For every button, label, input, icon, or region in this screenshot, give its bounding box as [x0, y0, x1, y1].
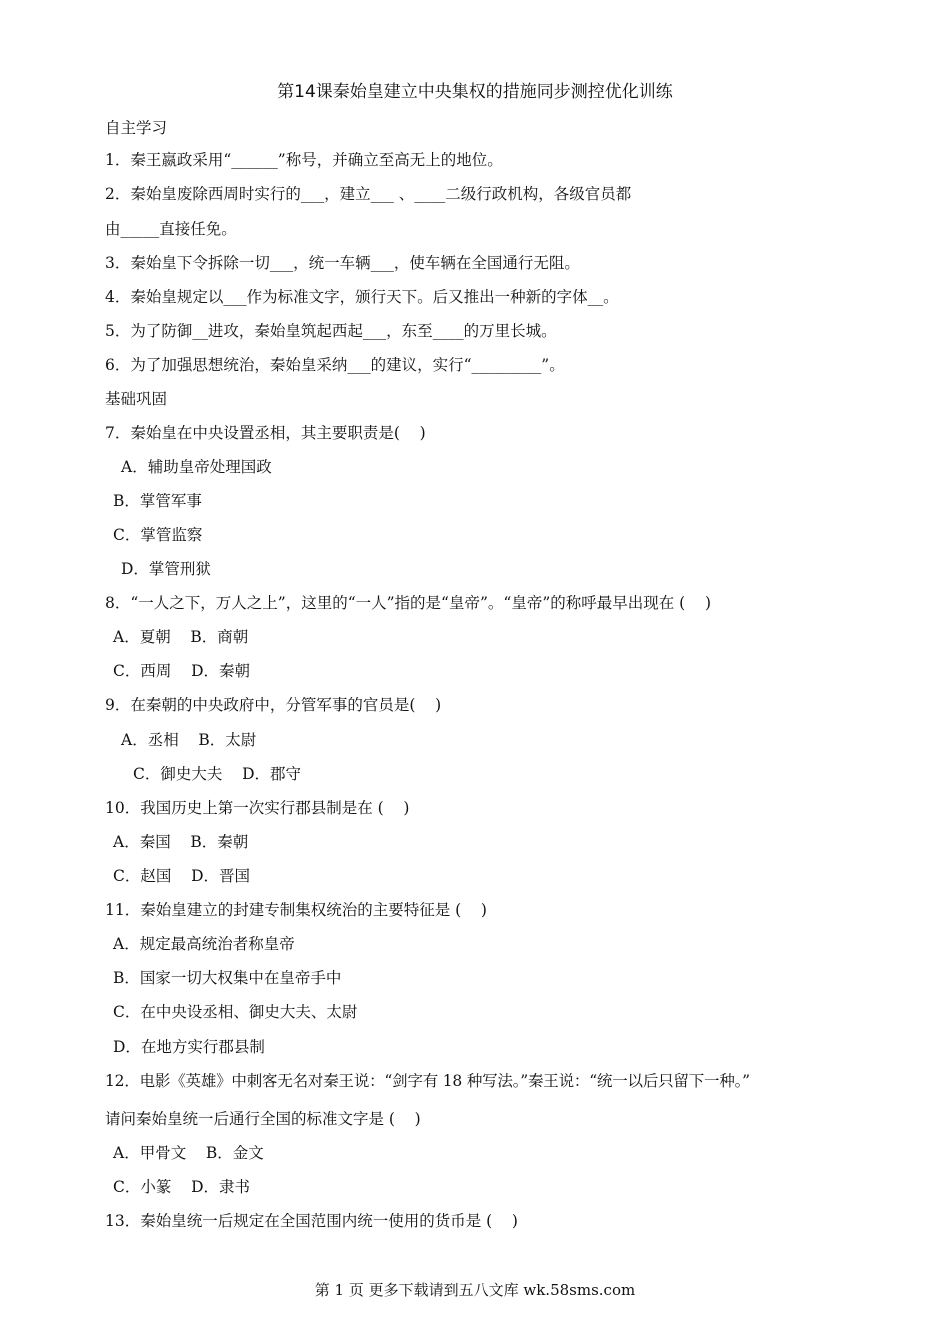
option-11c: C．在中央设丞相、御史大夫、太尉 [113, 1003, 358, 1021]
option-11b: B．国家一切大权集中在皇帝手中 [113, 969, 342, 987]
question-2-continued: 由_____直接任免。 [105, 220, 237, 238]
options-8cd: C．西周 D．秦朝 [113, 662, 250, 680]
option-11d: D．在地方实行郡县制 [113, 1038, 265, 1056]
options-9ab: A．丞相 B．太尉 [121, 731, 257, 749]
option-7d: D．掌管刑狱 [121, 560, 211, 578]
question-12-continued: 请问秦始皇统一后通行全国的标准文字是 ( ) [105, 1110, 421, 1128]
option-7c: C．掌管监察 [113, 526, 203, 544]
options-10cd: C．赵国 D．晋国 [113, 867, 250, 885]
page-footer: 第 1 页 更多下载请到五八文库 wk.58sms.com [314, 1281, 636, 1299]
options-12cd: C．小篆 D．隶书 [113, 1178, 250, 1196]
question-6: 6．为了加强思想统治，秦始皇采纳___的建议，实行“_________”。 [105, 356, 565, 374]
page-title: 第14课秦始皇建立中央集权的措施同步测控优化训练 [277, 82, 673, 102]
question-4: 4．秦始皇规定以___作为标准文字，颁行天下。后又推出一种新的字体__。 [105, 288, 619, 306]
section-heading-self-study: 自主学习 [105, 119, 168, 137]
question-11: 11．秦始皇建立的封建专制集权统治的主要特征是 ( ) [105, 901, 487, 919]
question-3: 3．秦始皇下令拆除一切___，统一车辆___，使车辆在全国通行无阻。 [105, 254, 580, 272]
question-9: 9．在秦朝的中央政府中，分管军事的官员是( ) [105, 696, 442, 714]
question-7: 7．秦始皇在中央设置丞相，其主要职责是( ) [105, 424, 426, 442]
question-1: 1．秦王嬴政采用“______”称号，并确立至高无上的地位。 [105, 151, 503, 169]
question-2: 2．秦始皇废除西周时实行的___，建立___ 、____二级行政机构，各级官员都 [105, 185, 632, 203]
question-8: 8．“一人之下，万人之上”，这里的“一人”指的是“皇帝”。“皇帝”的称呼最早出现在 ( ) [105, 594, 711, 612]
options-9cd: C．御史大夫 D．郡守 [133, 765, 301, 783]
question-5: 5．为了防御__进攻，秦始皇筑起西起___，东至____的万里长城。 [105, 322, 557, 340]
question-13: 13．秦始皇统一后规定在全国范围内统一使用的货币是 ( ) [105, 1212, 518, 1230]
option-11a: A．规定最高统治者称皇帝 [113, 935, 295, 953]
options-10ab: A．秦国 B．秦朝 [113, 833, 249, 851]
option-7b: B．掌管军事 [113, 492, 202, 510]
question-12: 12．电影《英雄》中刺客无名对秦王说：“剑字有 18 种写法。”秦王说：“统一以后只留下一种。” [105, 1072, 750, 1090]
options-12ab: A．甲骨文 B．金文 [113, 1144, 264, 1162]
question-10: 10．我国历史上第一次实行郡县制是在 ( ) [105, 799, 410, 817]
option-7a: A．辅助皇帝处理国政 [121, 458, 272, 476]
section-heading-basic: 基础巩固 [105, 390, 168, 408]
options-8ab: A．夏朝 B．商朝 [113, 628, 249, 646]
